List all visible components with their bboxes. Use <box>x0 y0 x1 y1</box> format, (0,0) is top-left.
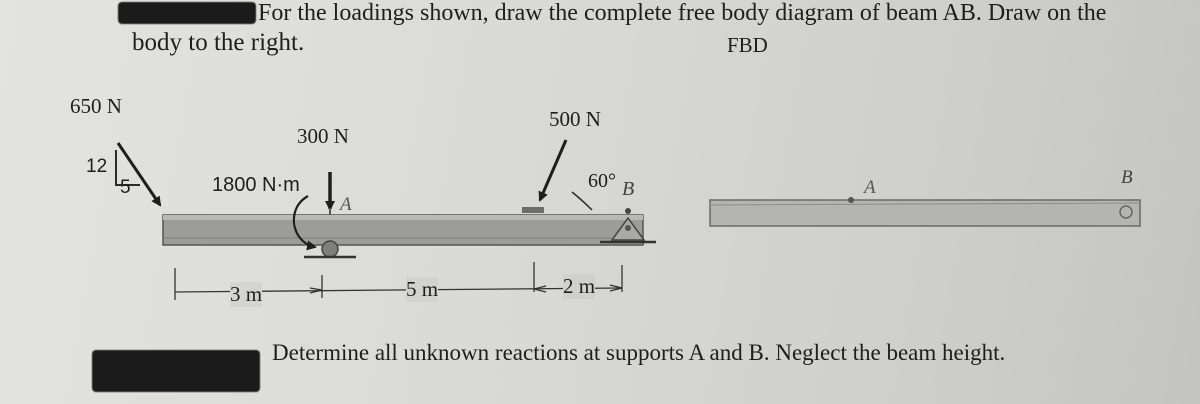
point-b-label: B <box>622 178 635 200</box>
angle-arc <box>572 192 592 210</box>
slope-5-label: 5 <box>120 177 131 198</box>
moment-1800-label: 1800 N·m <box>212 174 300 196</box>
dim-2m-label: 2 m <box>563 274 596 298</box>
angle-60-label: 60° <box>588 170 616 192</box>
force-500-arrow <box>540 140 566 200</box>
problem-intro-line1: For the loadings shown, draw the complete free body diagram of beam AB. Draw on the <box>258 0 1107 26</box>
question-text: Determine all unknown reactions at supports A and B. Neglect the beam height. <box>272 340 1006 365</box>
point-a-label: A <box>340 194 352 215</box>
force-300-label: 300 N <box>297 124 349 148</box>
dim-5m-label: 5 m <box>406 277 439 301</box>
support-a-roller <box>322 241 338 257</box>
force-500-label: 500 N <box>549 107 601 131</box>
fbd-label: FBD <box>727 33 768 57</box>
problem-intro-line2: body to the right. <box>132 29 305 56</box>
fbd-point-b-label: B <box>1121 167 1133 188</box>
force-650-label: 650 N <box>70 94 122 118</box>
slope-12-label: 12 <box>86 156 108 177</box>
dim-3m-label: 3 m <box>230 282 263 306</box>
fbd-point-a-label: A <box>864 177 876 198</box>
